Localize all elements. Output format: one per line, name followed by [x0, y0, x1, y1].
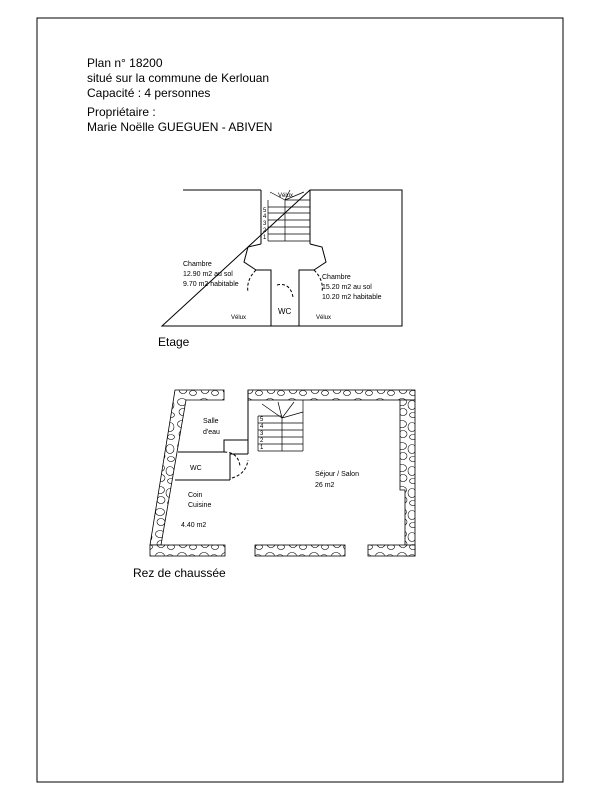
ground-floor-caption: Rez de chaussée: [133, 566, 226, 580]
upper-left-room-floor-area: 12.90 m2 au sol: [183, 271, 233, 278]
ground-partition-bathroom: [178, 440, 248, 452]
ground-bathroom-label-1: Salle: [203, 418, 219, 425]
upper-velux-left: Vélux: [231, 315, 247, 321]
capacity-text: Capacité : 4 personnes: [87, 86, 211, 100]
upper-outer-wall: [162, 190, 402, 326]
ground-wall-bottom-mid: [255, 545, 345, 556]
ground-stair-1: 1: [260, 445, 264, 451]
ground-kitchen-area: 4.40 m2: [181, 522, 207, 529]
owner-name: Marie Noëlle GUEGUEN - ABIVEN: [87, 120, 273, 134]
upper-landing: [244, 244, 326, 270]
ground-kitchen-door-swing: [232, 460, 248, 478]
upper-left-door-swing: [248, 270, 256, 292]
upper-floor-caption: Etage: [158, 335, 190, 349]
ground-floor-plan: [150, 390, 415, 556]
upper-stair-1: 1: [263, 235, 267, 241]
ground-wall-top: [248, 390, 415, 400]
upper-stair-2: 2: [263, 228, 267, 234]
ground-stair-2: 2: [260, 438, 264, 444]
upper-left-room-living-area: 9.70 m2 habitable: [183, 281, 239, 288]
ground-stair-3: 3: [260, 431, 264, 437]
plan-number: Plan n° 18200: [87, 56, 163, 70]
ground-kitchen-label-1: Coin: [188, 492, 203, 499]
upper-velux-right: Vélux: [316, 315, 332, 321]
upper-right-room-name: Chambre: [322, 274, 351, 281]
upper-floor-labels: [183, 193, 382, 321]
ground-wc-label: WC: [190, 465, 202, 472]
upper-right-room-floor-area: 15.20 m2 au sol: [322, 284, 372, 291]
upper-stair-3: 3: [263, 221, 267, 227]
ground-kitchen-label-2: Cuisine: [188, 502, 212, 509]
ground-bathroom-label-2: d'eau: [203, 429, 220, 436]
ground-living-name: Séjour / Salon: [315, 471, 359, 478]
owner-label: Propriétaire :: [87, 105, 156, 119]
ground-floor-labels: [181, 417, 359, 529]
ground-wall-bottom-left: [150, 545, 225, 556]
ground-wall-right: [400, 400, 415, 556]
ground-wall-bottom-right: [368, 545, 415, 556]
upper-floor-plan: [162, 190, 402, 326]
ground-stair-5: 5: [260, 417, 264, 423]
ground-stair-4: 4: [260, 424, 264, 430]
upper-wc-label: WC: [278, 307, 292, 316]
upper-stair-4: 4: [263, 214, 267, 220]
ground-stairs-steps: [258, 400, 303, 451]
upper-velux-top: Vélux: [278, 193, 294, 199]
upper-left-room-name: Chambre: [183, 261, 212, 268]
upper-wc-walls: [256, 270, 314, 326]
location-text: situé sur la commune de Kerlouan: [87, 71, 270, 85]
upper-stair-5: 5: [263, 208, 267, 214]
ground-partition-wc: [230, 454, 248, 480]
upper-right-room-living-area: 10.20 m2 habitable: [322, 294, 382, 301]
ground-living-area: 26 m2: [315, 482, 335, 489]
upper-wc-door-swing: [277, 285, 293, 298]
ground-stone-walls: [150, 390, 415, 556]
